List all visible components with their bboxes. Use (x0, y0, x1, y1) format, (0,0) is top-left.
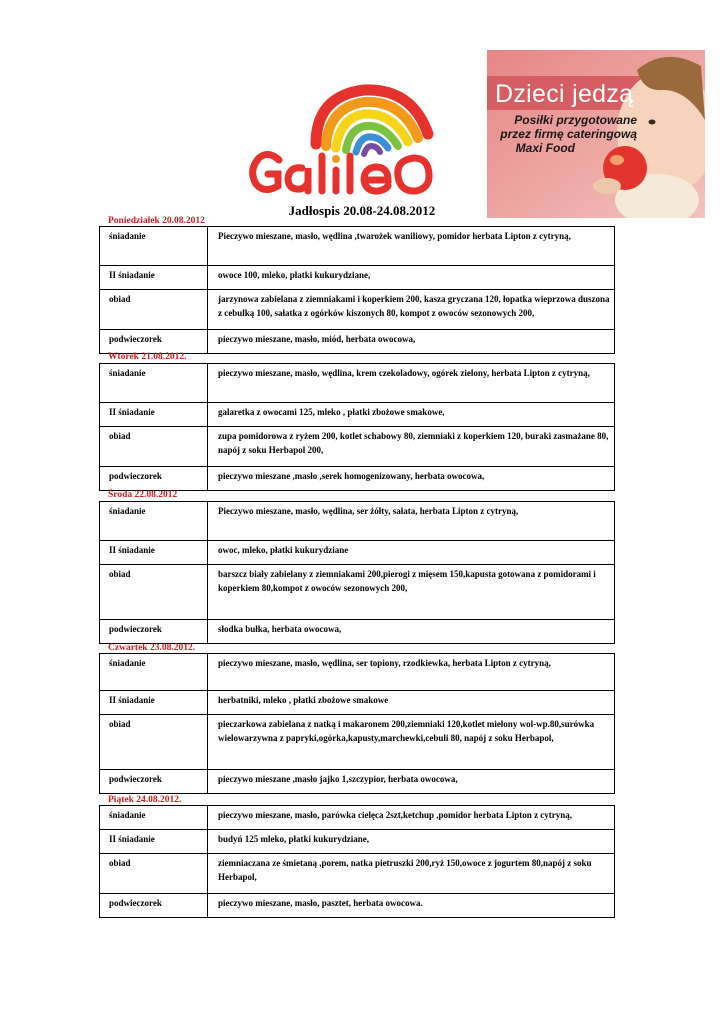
meal-description: zupa pomidorowa z ryżem 200, kotlet schabowy 80, ziemniaki z koperkiem 120, buraki zasmażane 80, napój z soku Herbapol 200, (208, 427, 615, 467)
menu-table-friday (99, 805, 615, 918)
meal-description: herbatniki, mleko , płatki zbożowe smakowe (208, 691, 615, 715)
meal-name: obiad (100, 854, 208, 894)
table-row (100, 541, 615, 565)
table-row (100, 854, 615, 894)
meal-name: śniadanie (100, 502, 208, 541)
meal-description: ziemniaczana ze śmietaną ,porem, natka pietruszki 200,ryż 150,owoce z jogurtem 80,napój z soku Herbapol, (208, 854, 615, 894)
table-row (100, 364, 615, 403)
meal-description: jarzynowa zabielana z ziemniakami i koperkiem 200, kasza gryczana 120, łopatka wieprzowa duszona z cebulką 100, sałatka z ogórków kiszonych 80, kompot z owoców sezonowych 200, (208, 290, 615, 330)
day-label-wednesday: Środa 22.08.2012 (108, 490, 178, 500)
meal-name: II śniadanie (100, 691, 208, 715)
menu-table-monday (99, 226, 615, 354)
meal-description: pieczywo mieszane ,masło jajko 1,szczypior, herbata owocowa, (208, 770, 615, 794)
promo-headline: Dzieci jedzą (495, 80, 634, 108)
table-row (100, 806, 615, 830)
meal-description: pieczywo mieszane, masło, parówka cielęca 2szt,ketchup ,pomidor herbata Lipton z cytryną, (208, 806, 615, 830)
meal-name: podwieczorek (100, 894, 208, 918)
galileo-logo (246, 76, 482, 200)
meal-name: obiad (100, 715, 208, 770)
table-row (100, 830, 615, 854)
meal-description: pieczywo mieszane ,masło ,serek homogenizowany, herbata owocowa, (208, 467, 615, 491)
meal-description: galaretka z owocami 125, mleko , płatki zbożowe smakowe, (208, 403, 615, 427)
meal-name: podwieczorek (100, 467, 208, 491)
table-row (100, 620, 615, 644)
table-row (100, 227, 615, 266)
meal-description: słodka bułka, herbata owocowa, (208, 620, 615, 644)
meal-description: Pieczywo mieszane, masło, wędlina ,twarożek waniliowy, pomidor herbata Lipton z cytryną, (208, 227, 615, 266)
meal-description: pieczarkowa zabielana z natką i makaronem 200,ziemniaki 120,kotlet mielony wol-wp.80,surówka wielowarzywna z papryki,ogórka,kapusty,marchewki,cebuli 80, napój z soku Herbapol, (208, 715, 615, 770)
table-row (100, 467, 615, 491)
table-row (100, 330, 615, 354)
menu-table-wednesday (99, 501, 615, 644)
meal-description: pieczywo mieszane, masło, pasztet, herbata owocowa. (208, 894, 615, 918)
meal-name: II śniadanie (100, 830, 208, 854)
table-row (100, 266, 615, 290)
meal-name: śniadanie (100, 364, 208, 403)
meal-name: podwieczorek (100, 620, 208, 644)
meal-name: II śniadanie (100, 403, 208, 427)
table-row (100, 654, 615, 691)
meal-description: owoce 100, mleko, płatki kukurydziane, (208, 266, 615, 290)
promo-line-2: przez firmę cateringową (500, 127, 637, 141)
menu-table-thursday (99, 653, 615, 794)
table-row (100, 565, 615, 620)
table-row (100, 715, 615, 770)
meal-name: II śniadanie (100, 266, 208, 290)
menu-table-tuesday (99, 363, 615, 491)
meal-name: śniadanie (100, 654, 208, 691)
meal-description: barszcz biały zabielany z ziemniakami 200,pierogi z mięsem 150,kapusta gotowana z pomidorami i koperkiem 80,kompot z owoców sezonowych 200, (208, 565, 615, 620)
menu-title: Jadłospis 20.08-24.08.2012 (288, 203, 436, 218)
table-row (100, 427, 615, 467)
day-label-friday: Piątek 24.08.2012. (108, 795, 182, 805)
meal-name: podwieczorek (100, 330, 208, 354)
table-row (100, 691, 615, 715)
meal-name: obiad (100, 427, 208, 467)
meal-description: budyń 125 mleko, płatki kukurydziane, (208, 830, 615, 854)
day-label-thursday: Czwartek 23.08.2012. (108, 643, 196, 653)
meal-name: śniadanie (100, 227, 208, 266)
table-row (100, 290, 615, 330)
meal-name: II śniadanie (100, 541, 208, 565)
table-row (100, 403, 615, 427)
table-row (100, 770, 615, 794)
meal-description: pieczywo mieszane, masło, wędlina, krem czekoladowy, ogórek zielony, herbata Lipton z cytryną, (208, 364, 615, 403)
meal-name: obiad (100, 290, 208, 330)
promo-line-1: Posiłki przygotowane (514, 113, 637, 127)
meal-description: owoc, mleko, płatki kukurydziane (208, 541, 615, 565)
promo-banner (487, 50, 705, 218)
table-row (100, 502, 615, 541)
meal-description: pieczywo mieszane, masło, miód, herbata owocowa, (208, 330, 615, 354)
meal-description: Pieczywo mieszane, masło, wędlina, ser żółty, sałata, herbata Lipton z cytryną, (208, 502, 615, 541)
meal-description: pieczywo mieszane, masło, wędlina, ser topiony, rzodkiewka, herbata Lipton z cytryną, (208, 654, 615, 691)
promo-line-3: Maxi Food (515, 141, 575, 155)
meal-name: obiad (100, 565, 208, 620)
day-label-monday: Poniedziałek 20.08.2012 (108, 216, 205, 226)
meal-name: podwieczorek (100, 770, 208, 794)
meal-name: śniadanie (100, 806, 208, 830)
table-row (100, 894, 615, 918)
day-label-tuesday: Wtorek 21.08.2012. (108, 352, 187, 362)
